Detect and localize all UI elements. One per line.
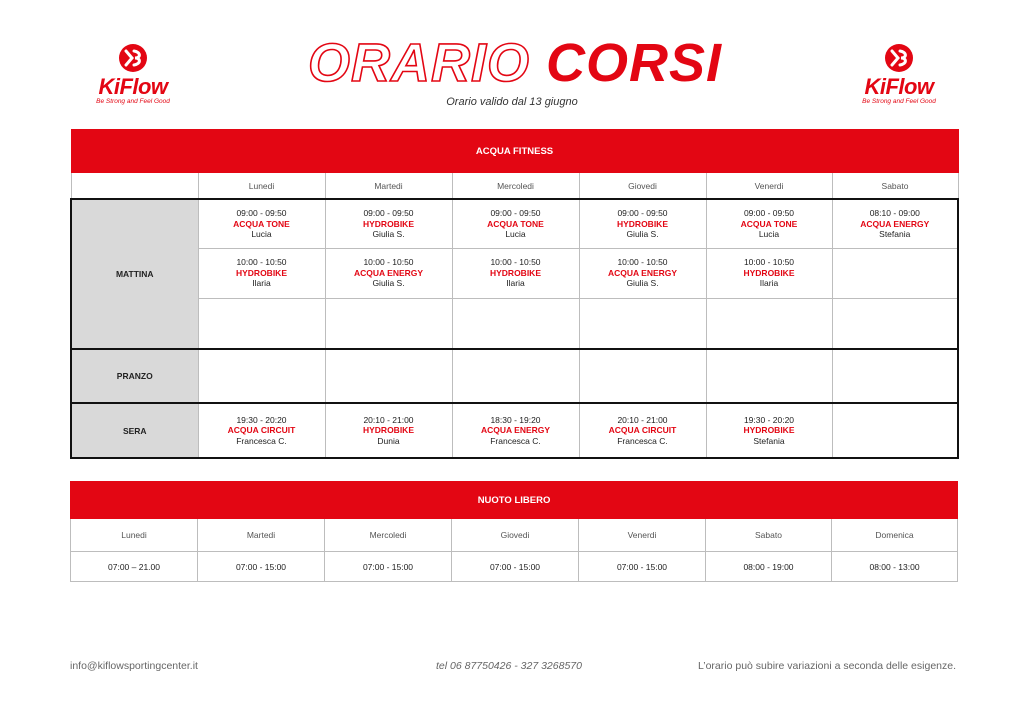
day-header: Venerdi — [579, 519, 706, 552]
class-slot: 19:30 - 20:20 HYDROBIKE Stefania — [706, 403, 832, 458]
class-slot: 20:10 - 21:00 HYDROBIKE Dunia — [325, 403, 452, 458]
empty-slot — [706, 298, 832, 349]
period-label-mattina: MATTINA — [71, 199, 198, 349]
empty-slot — [706, 349, 832, 403]
empty-slot — [198, 298, 325, 349]
pranzo-row — [71, 349, 958, 403]
class-slot: 09:00 - 09:50 HYDROBIKE Giulia S. — [579, 199, 706, 248]
day-header: Lunedi — [198, 173, 325, 200]
mattina-row-2 — [71, 248, 958, 298]
kiflow-logo-right — [844, 42, 954, 106]
section-title: ACQUA FITNESS — [71, 130, 958, 173]
footer-email: info@kiflowsportingcenter.it — [70, 660, 198, 672]
empty-slot — [832, 248, 958, 298]
hours-cell: 08:00 - 13:00 — [832, 552, 958, 582]
empty-slot — [198, 349, 325, 403]
day-header-row — [71, 519, 958, 552]
empty-slot — [832, 298, 958, 349]
title-solid: CORSI — [545, 33, 723, 93]
logo-name: KiFlow — [864, 74, 934, 99]
logo-name: KiFlow — [98, 74, 168, 99]
period-label-pranzo: PRANZO — [71, 349, 198, 403]
day-header: Mercoledi — [452, 173, 579, 200]
day-header: Lunedi — [71, 519, 198, 552]
day-header: Giovedi — [579, 173, 706, 200]
sera-row — [71, 403, 958, 458]
empty-slot — [579, 349, 706, 403]
footer-phone: tel 06 87750426 - 327 3268570 — [436, 660, 582, 672]
class-slot: 09:00 - 09:50 ACQUA TONE Lucia — [452, 199, 579, 248]
mattina-row-3 — [71, 298, 958, 349]
mattina-row-1 — [71, 199, 958, 248]
day-header: Mercoledi — [325, 519, 452, 552]
kiflow-swirl-icon — [883, 42, 915, 74]
class-slot: 08:10 - 09:00 ACQUA ENERGY Stefania — [832, 199, 958, 248]
empty-slot — [452, 298, 579, 349]
hours-cell: 07:00 - 15:00 — [325, 552, 452, 582]
class-slot: 09:00 - 09:50 ACQUA TONE Lucia — [198, 199, 325, 248]
acqua-fitness-table — [70, 129, 959, 459]
corner-cell — [71, 173, 198, 200]
day-header: Domenica — [832, 519, 958, 552]
logo-tagline: Be Strong and Feel Good — [862, 98, 936, 105]
hours-cell: 07:00 - 15:00 — [198, 552, 325, 582]
day-header: Sabato — [832, 173, 958, 200]
class-slot: 10:00 - 10:50 HYDROBIKE Ilaria — [706, 248, 832, 298]
class-slot: 20:10 - 21:00 ACQUA CIRCUIT Francesca C. — [579, 403, 706, 458]
class-slot: 09:00 - 09:50 ACQUA TONE Lucia — [706, 199, 832, 248]
class-slot: 10:00 - 10:50 ACQUA ENERGY Giulia S. — [325, 248, 452, 298]
day-header: Giovedi — [452, 519, 579, 552]
page-subtitle: Orario valido dal 13 giugno — [446, 96, 578, 108]
hours-cell: 07:00 - 15:00 — [579, 552, 706, 582]
logo-tagline: Be Strong and Feel Good — [96, 98, 170, 105]
title-outline: ORARIO — [307, 33, 530, 93]
hours-cell: 08:00 - 19:00 — [706, 552, 832, 582]
kiflow-swirl-icon — [117, 42, 149, 74]
nuoto-libero-table — [70, 481, 958, 582]
day-header: Martedi — [325, 173, 452, 200]
day-header: Venerdi — [706, 173, 832, 200]
day-header-row — [71, 173, 958, 200]
class-slot: 10:00 - 10:50 ACQUA ENERGY Giulia S. — [579, 248, 706, 298]
empty-slot — [832, 403, 958, 458]
kiflow-logo-left — [78, 42, 188, 106]
empty-slot — [579, 298, 706, 349]
footer-note: L’orario può subire variazioni a seconda delle esigenze. — [698, 660, 956, 672]
empty-slot — [325, 298, 452, 349]
period-label-sera: SERA — [71, 403, 198, 458]
hours-row — [71, 552, 958, 582]
class-slot: 09:00 - 09:50 HYDROBIKE Giulia S. — [325, 199, 452, 248]
day-header: Martedi — [198, 519, 325, 552]
empty-slot — [452, 349, 579, 403]
section-title: NUOTO LIBERO — [71, 482, 958, 519]
class-slot: 19:30 - 20:20 ACQUA CIRCUIT Francesca C. — [198, 403, 325, 458]
hours-cell: 07:00 - 15:00 — [452, 552, 579, 582]
empty-slot — [325, 349, 452, 403]
class-slot: 18:30 - 19:20 ACQUA ENERGY Francesca C. — [452, 403, 579, 458]
class-slot: 10:00 - 10:50 HYDROBIKE Ilaria — [452, 248, 579, 298]
hours-cell: 07:00 – 21.00 — [71, 552, 198, 582]
page-title — [240, 32, 790, 94]
day-header: Sabato — [706, 519, 832, 552]
class-slot: 10:00 - 10:50 HYDROBIKE Ilaria — [198, 248, 325, 298]
empty-slot — [832, 349, 958, 403]
